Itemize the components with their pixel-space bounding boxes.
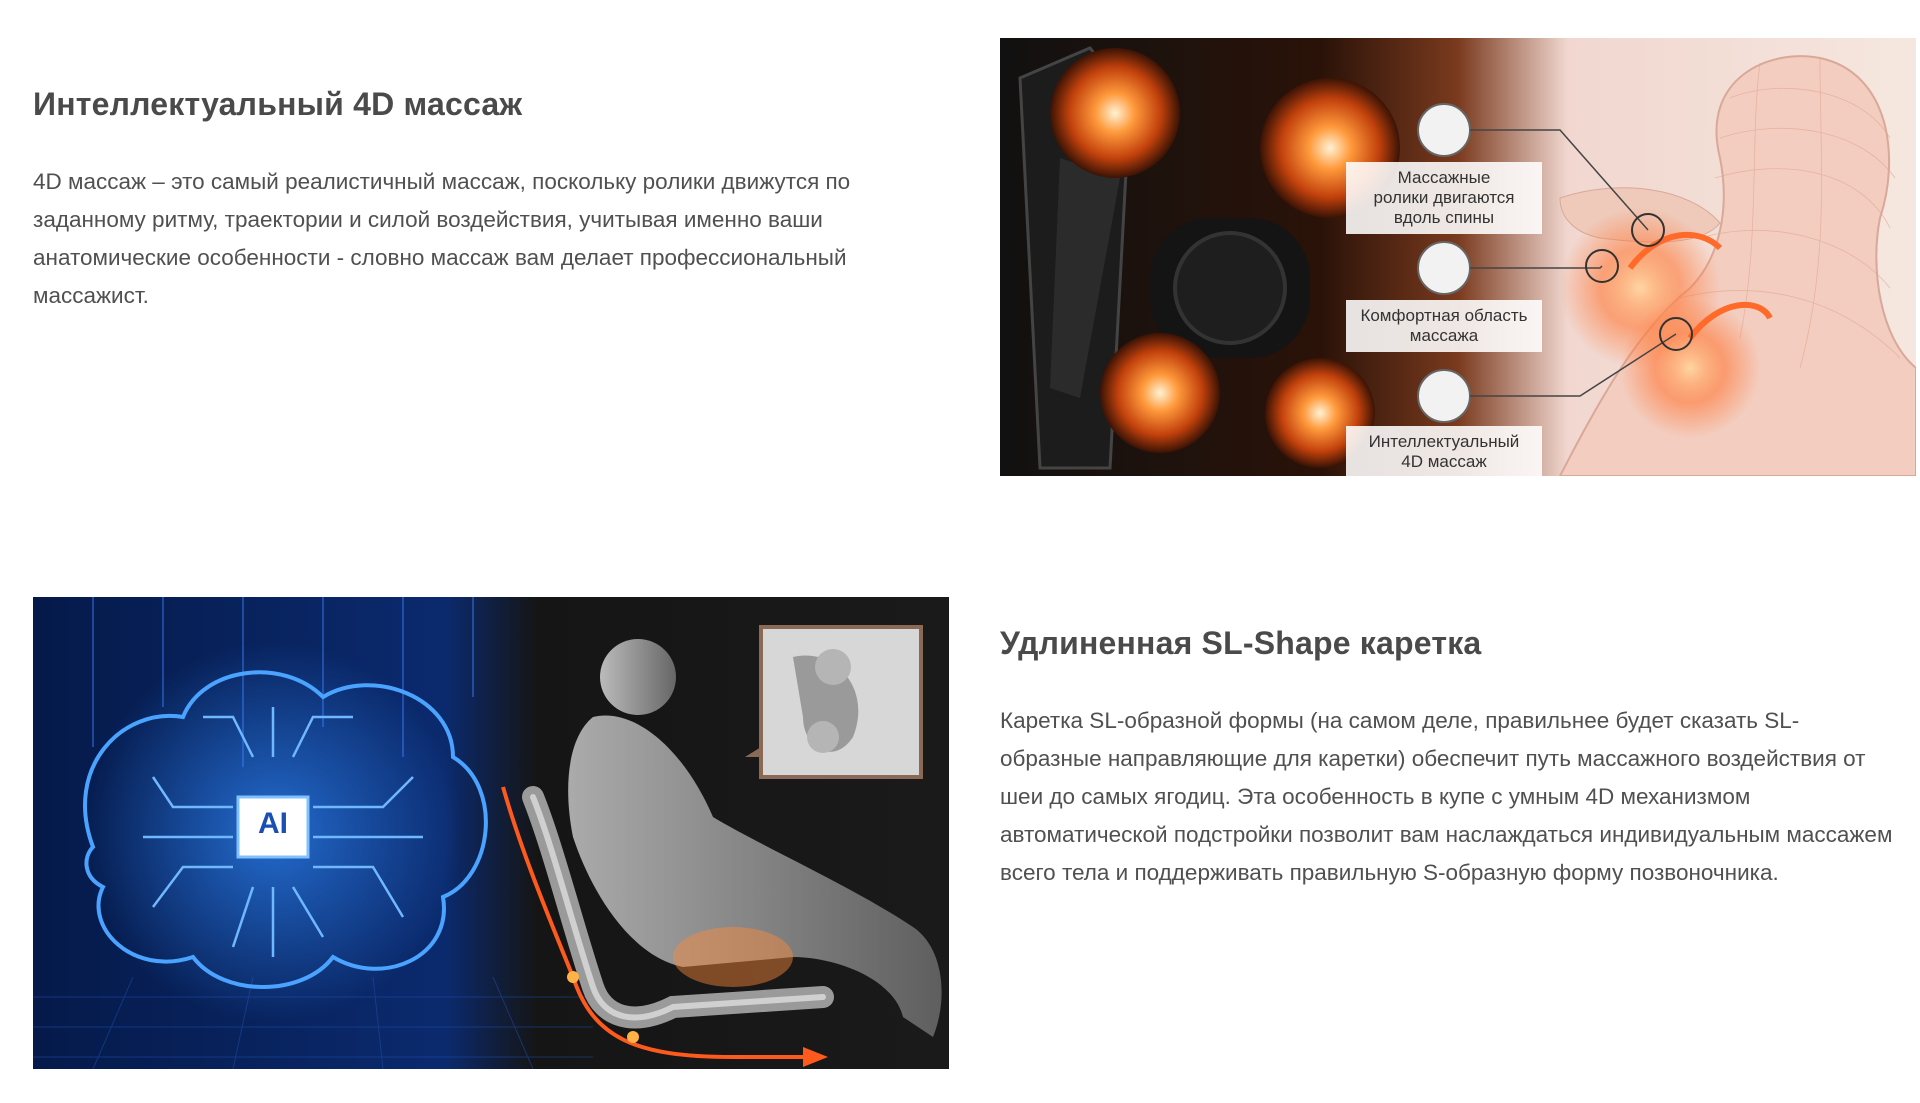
feature-4d-text — [33, 86, 933, 315]
label-comfort-area: Комфортная область массажа — [1346, 300, 1542, 352]
label-4d-massage: Интеллектуальный 4D массаж — [1346, 426, 1542, 476]
ai-chip-label: AI — [258, 807, 288, 840]
feature-sl-title: Удлиненная SL-Shape каретка — [1000, 625, 1482, 661]
feature-sl-text — [1000, 625, 1900, 892]
massage-rollers-image — [1000, 38, 1916, 476]
ai-massage-chair-image — [33, 597, 949, 1069]
feature-sl-description: Каретка SL-образной формы (на самом деле, правильнее будет сказать SL-образные направляющие для каретки) обеспечит путь массажного воздействия от шеи до самых ягодиц. Эта особенность в купе с умным 4D механизмом автоматической подстройки позволит вам наслаждаться индивидуальным массажем всего тела и поддерживать правильную S-образную форму позвоночника. — [1000, 708, 1893, 885]
feature-4d-description: 4D массаж – это самый реалистичный массаж, поскольку ролики движутся по заданному ритму, траектории и силой воздействия, учитывая именно ваши анатомические особенности - словно массаж вам делает профессиональный массажист. — [33, 169, 851, 308]
feature-4d-title: Интеллектуальный 4D массаж — [33, 86, 523, 122]
label-rollers-move: Массажные ролики двигаются вдоль спины — [1346, 162, 1542, 234]
